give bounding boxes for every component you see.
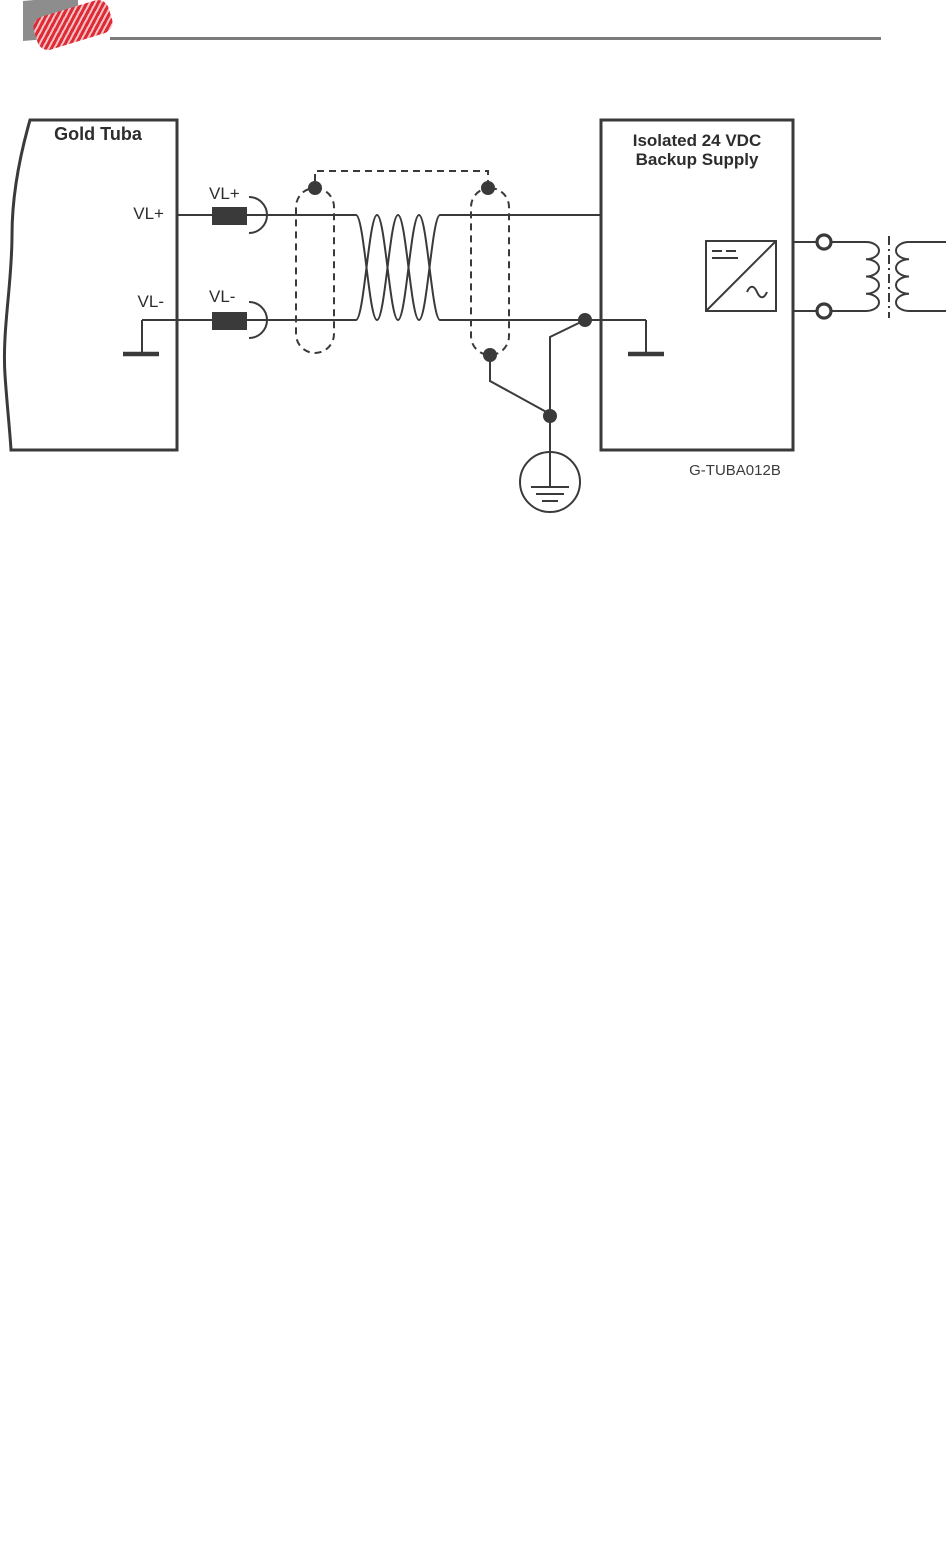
dc-ac-converter-icon	[706, 241, 776, 311]
output-terminal-top	[793, 235, 831, 249]
cable-shield-left-icon	[296, 188, 334, 353]
backup-supply-box	[601, 120, 793, 450]
wire-label-vl-plus: VL+	[209, 184, 240, 203]
shield-bond-dashed-link	[315, 171, 488, 181]
supply-title-line1: Isolated 24 VDC	[632, 131, 762, 150]
terminal-label-vl-plus: VL+	[133, 204, 164, 223]
twisted-pair-icon	[356, 215, 440, 320]
vl-plus-wire	[177, 197, 601, 233]
wire-label-vl-minus: VL-	[209, 287, 236, 306]
junction-dot	[543, 409, 557, 423]
output-terminal-bottom	[793, 304, 831, 318]
gold-tuba-box	[4, 120, 177, 450]
junction-dot	[483, 348, 497, 362]
ferrite-bead-minus-icon	[212, 312, 247, 330]
junction-dot	[578, 313, 592, 327]
supply-title-line2: Backup Supply	[635, 150, 759, 169]
chassis-ground-supply-icon	[628, 320, 664, 354]
junction-dot	[308, 181, 322, 195]
cable-shield-right-icon	[471, 188, 509, 355]
figure-code: G-TUBA012B	[689, 462, 781, 479]
gold-tuba-title: Gold Tuba	[54, 124, 142, 144]
ferrite-bead-plus-icon	[212, 207, 247, 225]
isolation-transformer-icon	[831, 236, 946, 318]
terminal-label-vl-minus: VL-	[137, 292, 164, 311]
junction-dot	[481, 181, 495, 195]
chassis-ground-left-icon	[123, 320, 159, 354]
